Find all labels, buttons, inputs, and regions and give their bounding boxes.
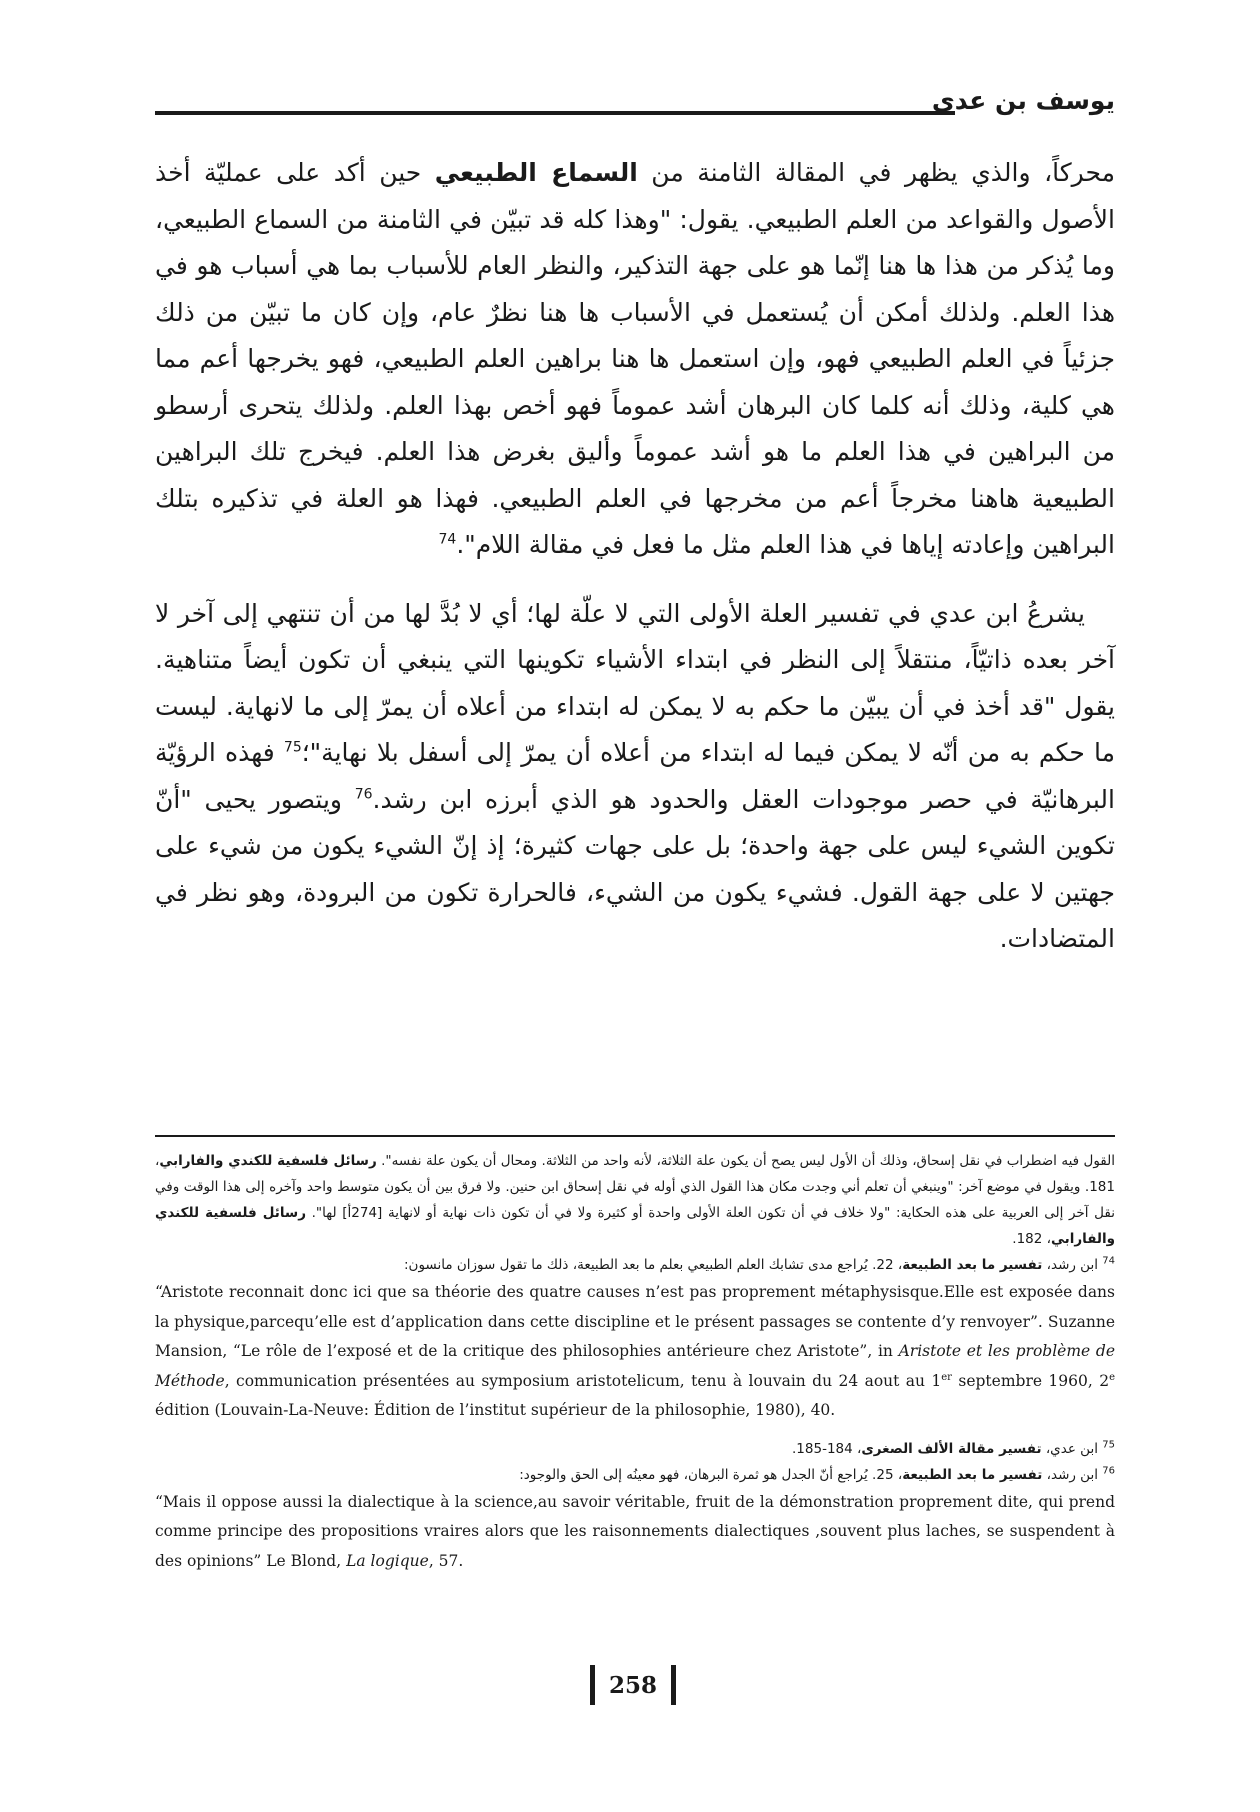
text-span: “Mais il oppose aussi la dialectique à la science,au savoir véritable, fruit de la démonstration proprement dite, qui prend comme principe des propositions vraires alors que les raisonnements dialectiques ,souvent plus laches, se suspendent à des opinions” Le Blond, (155, 1492, 1115, 1570)
text-span: édition (Louvain-La-Neuve: Édition de l’institut supérieur de la philosophie, 1980), 40. (155, 1401, 836, 1419)
running-header (155, 84, 1115, 124)
footnote-ref-76[interactable]: 76 (354, 786, 373, 803)
text-span: القول فيه اضطراب في نقل إسحاق، وذلك أن الأول ليس يصح أن يكون علة الثلاثة، لأنه واحد من الثلاثة. ومحال أن يكون علة نفسه". (376, 1153, 1115, 1169)
text-span: ، 184-185. (791, 1440, 862, 1457)
header-rule (155, 111, 955, 115)
text-span: فهذه الرؤيّة البرهانيّة في حصر موجودات العقل والحدود هو الذي أبرزه ابن رشد. (155, 738, 1115, 814)
ordinal-suffix: er (941, 1371, 952, 1383)
footnote-number: 75 (1102, 1439, 1115, 1450)
text-span: , communication présentées au symposium aristotelicum, tenu à louvain du 24 aout au 1 (224, 1371, 942, 1390)
book-title: رسائل فلسفية للكندي والفارابي (159, 1153, 377, 1169)
page-number: 258 (609, 1671, 658, 1699)
text-span: ويتصور يحيى "أنّ تكوين الشيء ليس على جهة واحدة؛ بل على جهات كثيرة؛ إذ إنّ الشيء يكون من شيء على جهتين لا على جهة القول. فشيء يكون من الشيء، فالحرارة تكون من البرودة، وهو نظر في المتضادات. (155, 784, 1115, 953)
footnote-gap (155, 1426, 1115, 1436)
paragraph-1 (155, 150, 1115, 569)
text-span: ، 182. (1012, 1231, 1051, 1247)
book-title: رسائل فلسفية للكندي والفارابي (155, 1205, 1115, 1247)
text-span: septembre 1960, 2 (951, 1371, 1110, 1390)
text-span: , 57. (428, 1551, 464, 1570)
book-title-italic: Aristote et les problème de Méthode (155, 1342, 1115, 1390)
text-span: ، 25. يُراجع أنّ الجدل هو ثمرة البرهان، فهو معينُه إلى الحق والوجود: (519, 1466, 903, 1483)
text-span: يشرعُ ابن عدي في تفسير العلة الأولى التي لا علّة لها؛ أي لا بُدَّ لها من أن تنتهي إلى آخر لا آخر بعده ذاتيّاً، منتقلاً إلى النظر في ابتداء الأشياء تكوينها التي ينبغي أن تكون أيضاً متناهية. يقول "قد أخذ في أن يبيّن ما حكم به لا يمكن له ابتداء من أعلاه أن يمرّ إلى ما لانهاية. ليست ما حكم به من أنّه لا يمكن فيما له ابتداء من أعلاه أن يمرّ إلى أسفل بلا نهاية"؛ (155, 598, 1116, 767)
footnotes (155, 1148, 1115, 1576)
footnote-74-french-quote (155, 1278, 1115, 1426)
footnote-number: 74 (1102, 1255, 1115, 1267)
footnote-75 (155, 1436, 1115, 1462)
footnote-continuation (155, 1148, 1115, 1252)
footnote-74 (155, 1252, 1115, 1278)
text-span: “Aristote reconnait donc ici que sa théorie des quatre causes n’est pas proprement métaphysisque.Elle est exposée dans la physique,parcequ’elle est d’application dans cette discipline et le présent passages se contente d’y renvoyer”. Suzanne Mansion, “Le rôle de l’exposé et de la critique des philosophies antérieure chez Aristote”, in (155, 1283, 1115, 1360)
text-span: ، 22. يُراجع مدى تشابك العلم الطبيعي بعلم ما بعد الطبيعة، ذلك ما تقول سوزان مانسون: (404, 1257, 903, 1273)
text-span: ، 181. ويقول في موضع آخر: "وينبغي أن تعلم أني وجدت مكان هذا القول الذي أوله في نقل إسحاق ابن حنين. ولا فرق بين أن يكون متوسط واحد وآخره إلى هذا الوقت وفي نقل آخر إلى العربية على هذه الحكاية: "ولا خلاف في أن تكون العلة الأولى واحدة أو كثيرة ولا في أن تكون ذات نهاية أو لانهاية [274أ] لها". (155, 1153, 1115, 1221)
text-span: حين أكد على عمليّة أخذ الأصول والقواعد من العلم الطبيعي. يقول: "وهذا كله قد تبيّن في الثامنة من السماع الطبيعي، وما يُذكر من هذا ها هنا إنّما هو على جهة التذكير، والنظر العام للأسباب بما هي أسباب هو في هذا العلم. ولذلك أمكن أن يُستعمل في الأسباب ها هنا نظرٌ عام، وإن كان ما تبيّن من ذلك جزئياً في العلم الطبيعي فهو، وإن استعمل ها هنا براهين العلم الطبيعي، فهو يخرجها أعم مما هي كلية، وذلك أنه كلما كان البرهان أشد عموماً فهو أخص بهذا العلم. ولذلك يتحرى أرسطو من البراهين في هذا العلم ما هو أشد عموماً وأليق بغرض هذا العلم. فيخرج تلك البراهين الطبيعية هاهنا مخرجاً أعم من مخرجها في العلم الطبيعي. فهذا هو العلة في تذكيره بتلك البراهين وإعادته إياها في هذا العلم مثل ما فعل في مقالة اللام". (155, 158, 1115, 559)
main-text (155, 150, 1115, 963)
footnote-ref-74[interactable]: 74 (438, 531, 457, 548)
book-title: تفسير مقالة الألف الصغرى (861, 1440, 1042, 1457)
book-title: السماع الطبيعي (434, 158, 638, 187)
footnote-76 (155, 1462, 1115, 1488)
text-span: ابن رشد، (1042, 1257, 1103, 1273)
folio-bar-right (671, 1665, 676, 1705)
text-span: ابن عدي، (1041, 1440, 1103, 1457)
footnote-ref-75[interactable]: 75 (283, 739, 302, 756)
text-span: محركاً، والذي يظهر في المقالة الثامنة من (637, 158, 1115, 187)
ordinal-suffix: e (1109, 1371, 1115, 1383)
book-title-italic: La logique (346, 1551, 429, 1570)
page-folio (590, 1663, 676, 1707)
text-span: ابن رشد، (1042, 1466, 1103, 1483)
footnote-76-french-quote (155, 1488, 1115, 1577)
footnote-rule (155, 1135, 1115, 1137)
footnote-number: 76 (1102, 1465, 1115, 1476)
running-title: يوسف بن عدي (931, 86, 1115, 115)
book-title: تفسير ما بعد الطبيعة (902, 1466, 1043, 1483)
book-title: تفسير ما بعد الطبيعة (902, 1257, 1043, 1273)
paragraph-2 (155, 591, 1115, 963)
